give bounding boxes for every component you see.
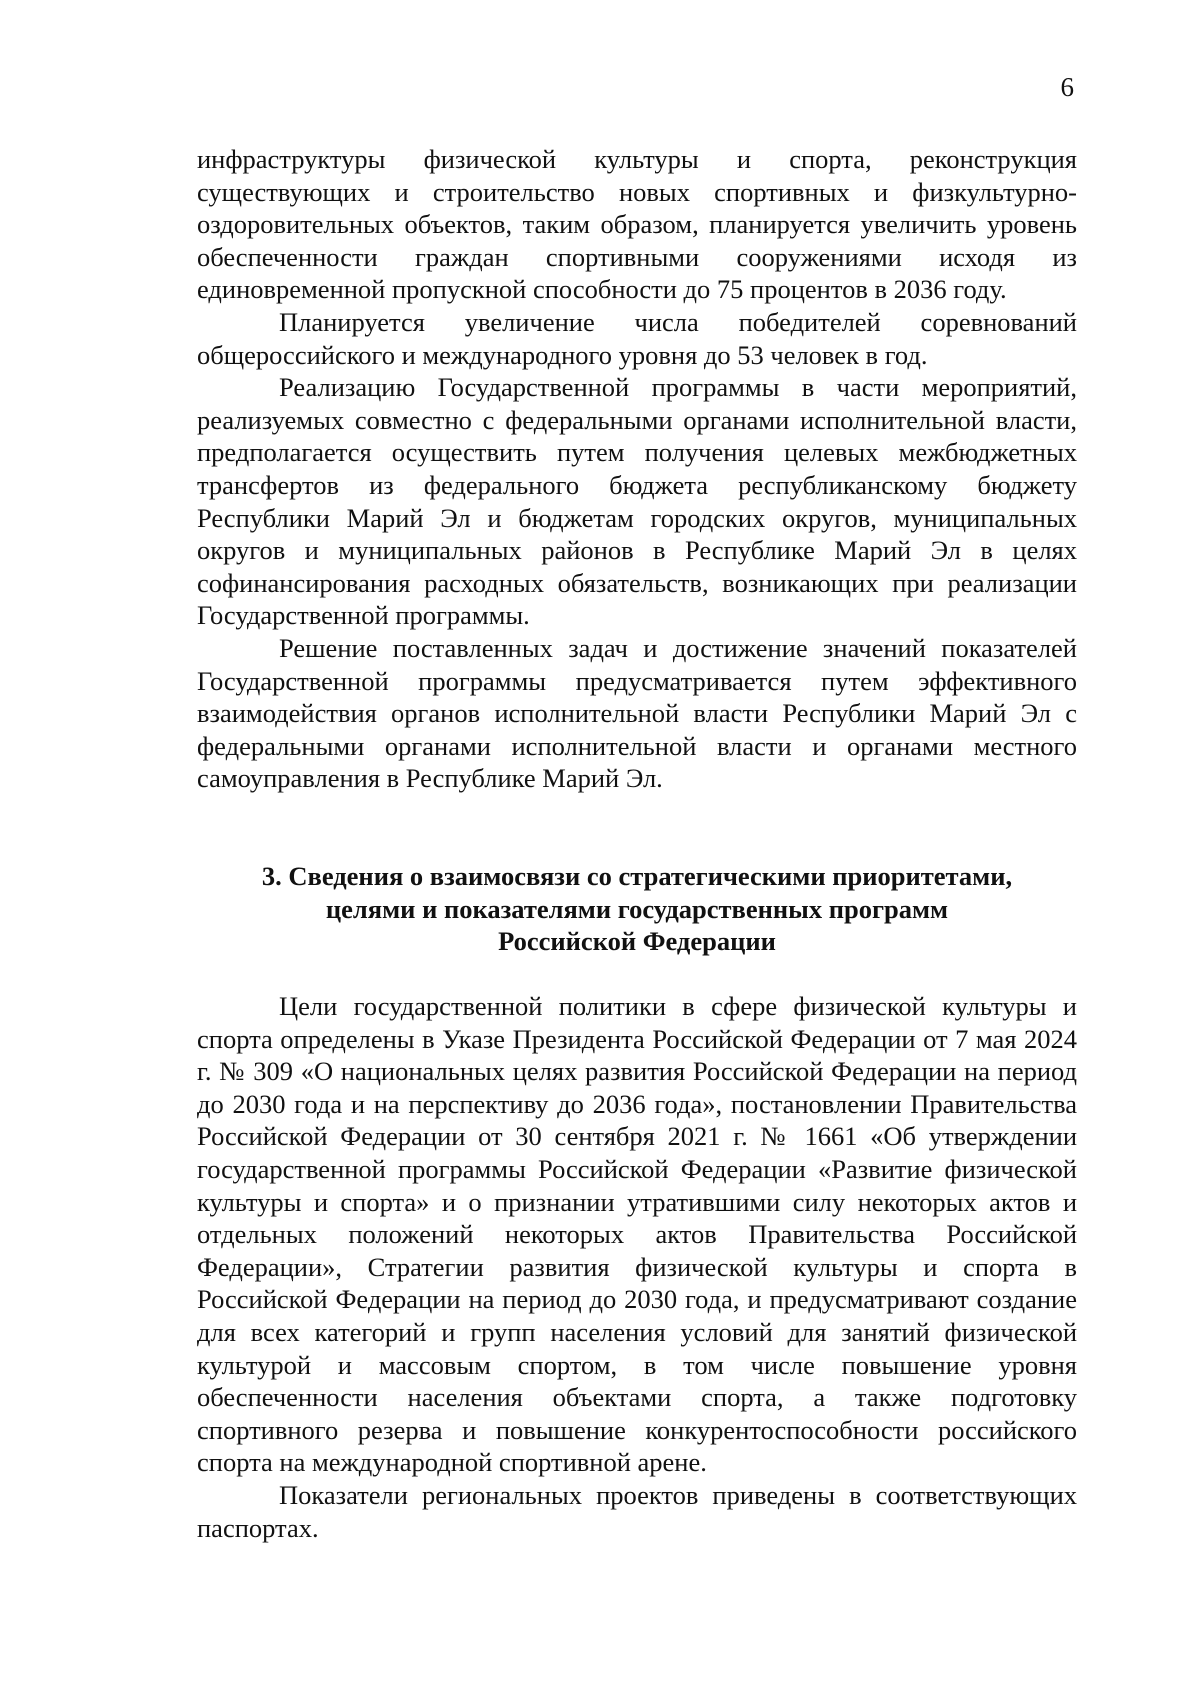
section-heading-line-2: целями и показателями государственных программ [325, 893, 949, 924]
paragraph-regional-indicators: Показатели региональных проектов приведены в соответствующих паспортах. [197, 1479, 1077, 1543]
section-heading-line-3: Российской Федерации [498, 926, 776, 957]
section-heading-line-1: 3. Сведения о взаимосвязи со стратегическими приоритетами, [261, 861, 1013, 891]
page-number: 6 [1060, 72, 1074, 102]
paragraph-implementation: Реализацию Государственной программы в части мероприятий, реализуемых совместно с федеральными органами исполнительной власти, предполагается осуществить путем получения целевых межбюджетных трансфертов из федерального бюджета республиканскому бюджету Республики Марий Эл и бюджетам городских округов, муниципальных округов и муниципальных районов в Республике Марий Эл в целях софинансирования расходных обязательств, возникающих при реализации Государственной программы. [197, 372, 1077, 631]
paragraph-continuation: инфраструктуры физической культуры и спорта, реконструкция существующих и строительство новых спортивных и физкультурно-оздоровительных объектов, таким образом, планируется увеличить уровень обеспеченности граждан спортивными сооружениями исходя из единовременной пропускной способности до 75 процентов в 2036 году. [197, 144, 1077, 305]
paragraph-winners: Планируется увеличение числа победителей соревнований общероссийского и международного уровня до 53 человек в год. [197, 306, 1077, 370]
body-text-bottom [197, 990, 1077, 1544]
paragraph-tasks-solution: Решение поставленных задач и достижение значений показателей Государственной программы предусматривается путем эффективного взаимодействия органов исполнительной власти Республики Марий Эл с федеральными органами исполнительной власти и органами местного самоуправления в Республике Марий Эл. [197, 632, 1077, 794]
section-heading [197, 860, 1077, 958]
paragraph-policy-goals: Цели государственной политики в сфере физической культуры и спорта определены в Указе Президента Российской Федерации от 7 мая 2024 г. № 309 «О национальных целях развития Российской Федерации на период до 2030 года и на перспективу до 2036 года», постановлении Правительства Российской Федерации от 30 сентября 2021 г. № 1661 «Об утверждении государственной программы Российской Федерации «Развитие физической культуры и спорта» и о признании утратившими силу некоторых актов и отдельных положений некоторых актов Правительства Российской Федерации», Стратегии развития физической культуры и спорта в Российской Федерации на период до 2030 года, и предусматривают создание для всех категорий и групп населения условий для занятий физической культурой и массовым спортом, в том числе повышение уровня обеспеченности населения объектами спорта, а также подготовку спортивного резерва и повышение конкурентоспособности российского спорта на международной спортивной арене. [197, 991, 1077, 1478]
body-text-top [197, 143, 1077, 795]
